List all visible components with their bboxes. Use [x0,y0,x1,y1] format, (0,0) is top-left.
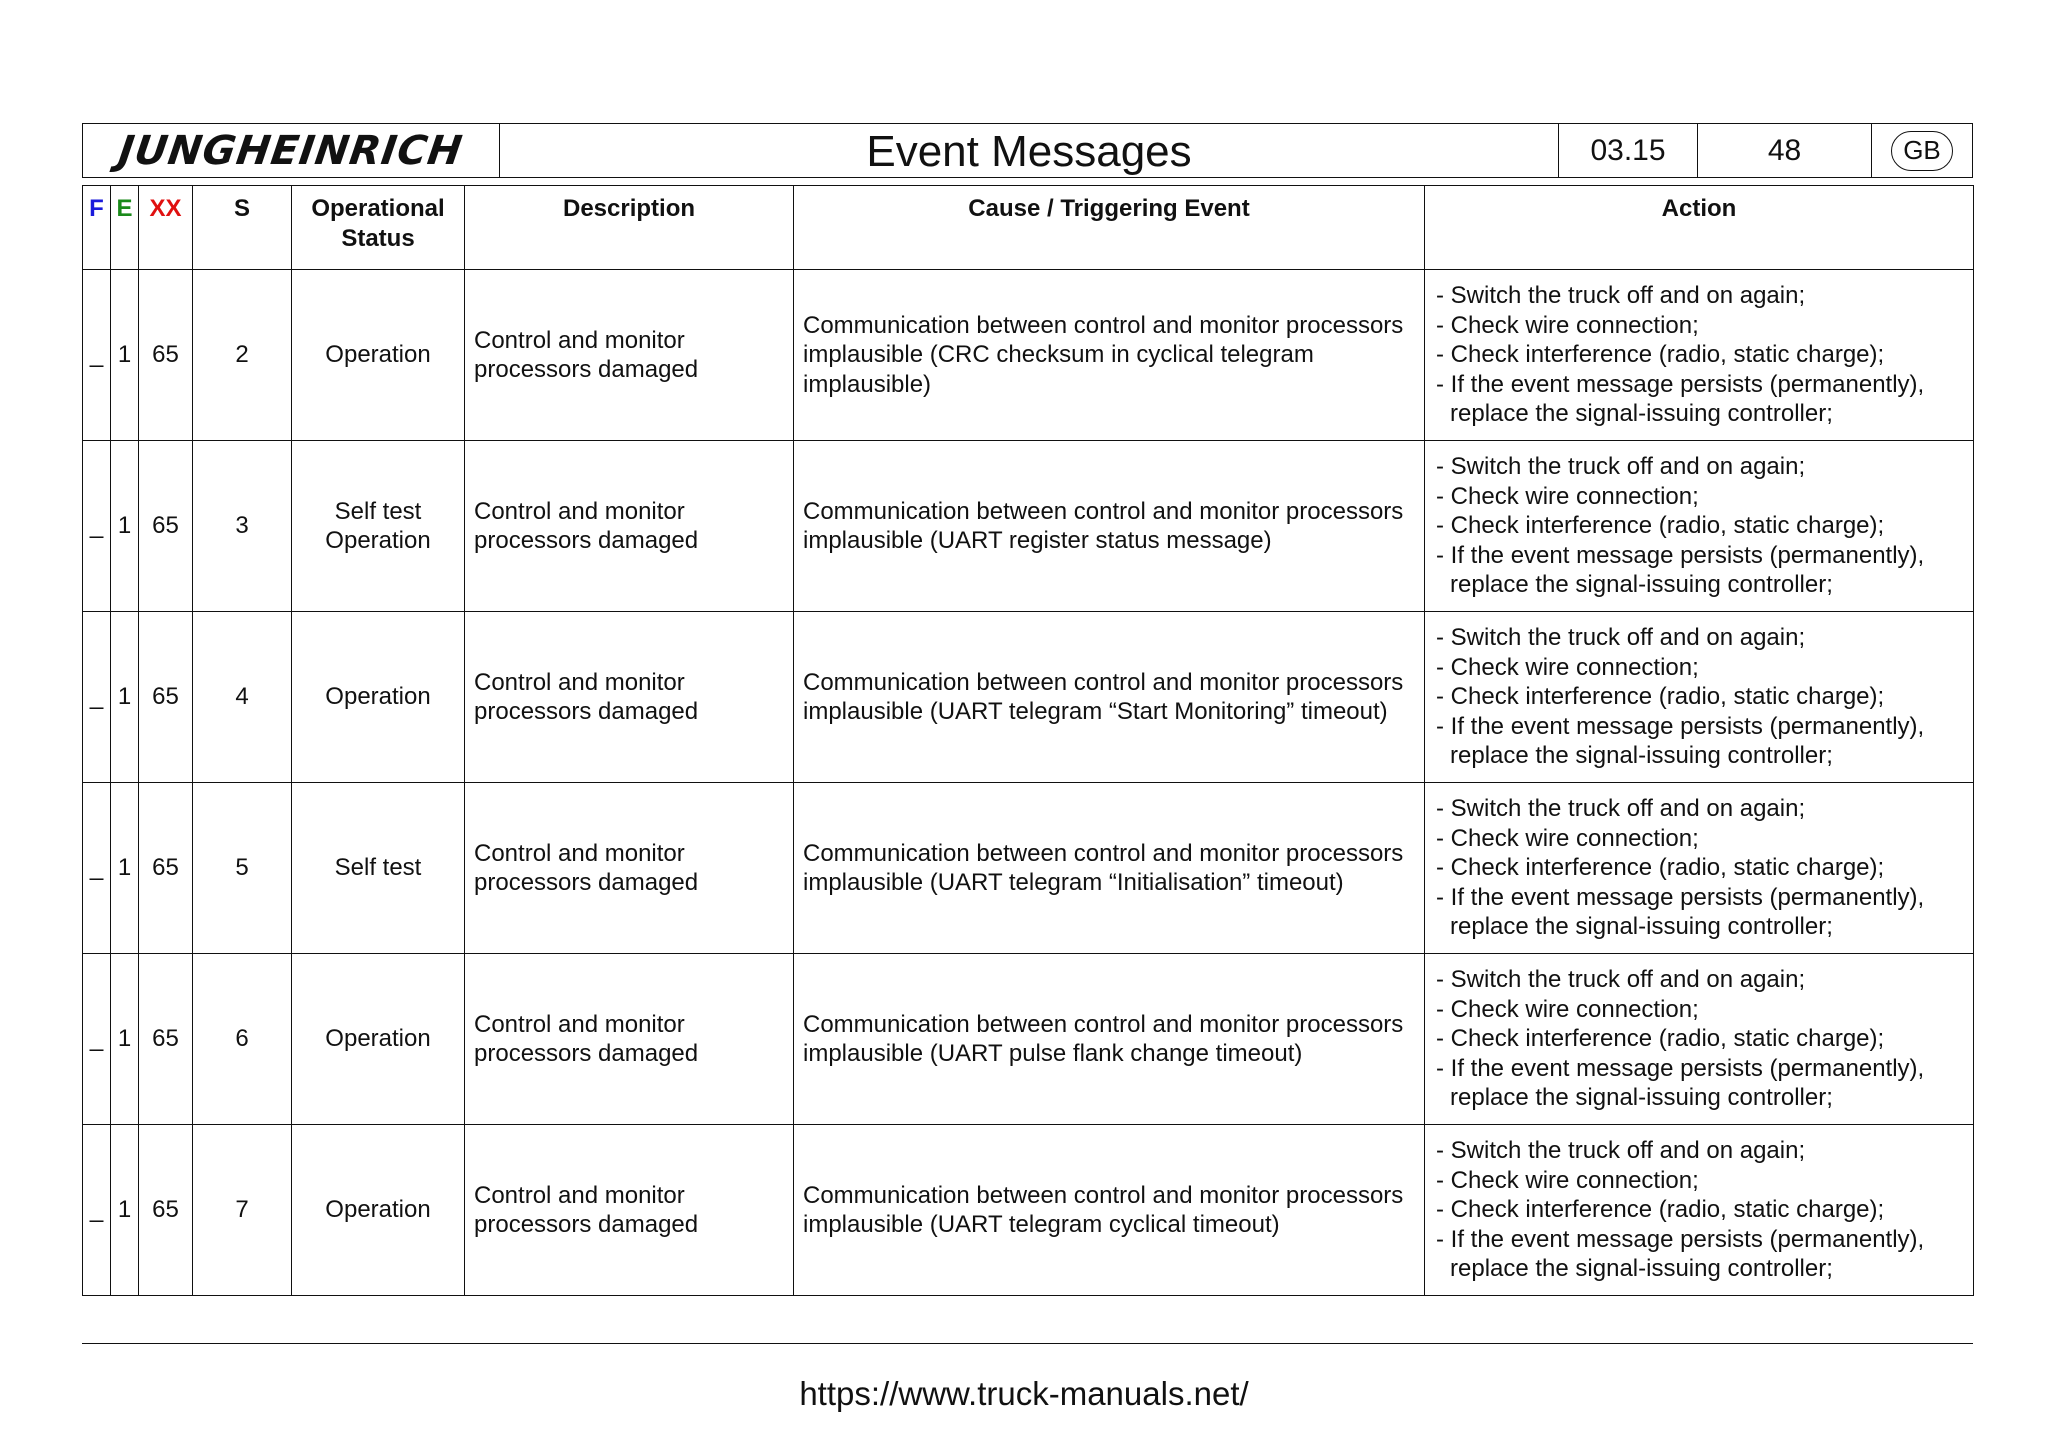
cell-xx: 65 [139,1125,193,1296]
action-line: - If the event message persists (permanently), replace the signal-issuing controller; [1436,712,1925,770]
footer-divider [82,1343,1973,1344]
cause-line: implausible (UART telegram cyclical timeout) [803,1211,1280,1238]
page-number: 48 [1698,124,1872,177]
cause-line: Communication between control and monitor processors [803,668,1404,696]
status-line: Operation [325,683,431,711]
action-line: - Switch the truck off and on again; [1436,453,1806,481]
description-line: Control and monitor [474,326,685,354]
description-line: processors damaged [474,356,699,383]
page-header [82,123,1973,178]
cell-description [465,1125,794,1296]
description-line: Control and monitor [474,668,685,696]
status-line: Self test [334,854,422,882]
cell-action [1425,783,1974,954]
status-line: Operation [325,1196,431,1224]
cause-line: Communication between control and monitor processors [803,839,1404,867]
cell-s: 2 [193,270,292,441]
cell-e: 1 [111,1125,139,1296]
cell-s: 6 [193,954,292,1125]
cell-f: _ [83,612,111,783]
column-header-action: Action [1425,186,1974,270]
cell-action [1425,441,1974,612]
action-line: - Switch the truck off and on again; [1436,795,1806,823]
table-row [83,783,1974,954]
action-line: - Switch the truck off and on again; [1436,1137,1806,1165]
page-title: Event Messages [500,124,1559,177]
cause-line: implausible) [803,370,932,398]
action-line: - Switch the truck off and on again; [1436,624,1806,652]
status-line: Operation [325,341,431,369]
footer-url: https://www.truck-manuals.net/ [799,1375,1249,1412]
cell-e: 1 [111,954,139,1125]
table-header-row [83,186,1974,270]
cell-f: _ [83,270,111,441]
action-line: - Check interference (radio, static charge); [1436,341,1885,369]
description-line: processors damaged [474,698,699,725]
cell-description [465,612,794,783]
cell-xx: 65 [139,441,193,612]
action-line: - Check wire connection; [1436,1166,1699,1194]
table-row [83,441,1974,612]
action-line: - Check interference (radio, static charge); [1436,512,1885,540]
action-line: - Switch the truck off and on again; [1436,282,1806,310]
cell-operational-status [292,441,465,612]
action-line: - Check interference (radio, static charge); [1436,1025,1885,1053]
cell-operational-status [292,783,465,954]
action-line: - Check interference (radio, static charge); [1436,854,1885,882]
cell-f: _ [83,441,111,612]
cell-e: 1 [111,270,139,441]
action-line: - Check wire connection; [1436,653,1699,681]
cell-description [465,441,794,612]
region-cell [1872,124,1972,177]
cell-operational-status [292,270,465,441]
cell-description [465,783,794,954]
cell-e: 1 [111,612,139,783]
cause-line: Communication between control and monitor processors [803,1010,1404,1038]
cell-cause [794,954,1425,1125]
cell-s: 3 [193,441,292,612]
description-line: processors damaged [474,1040,699,1067]
action-line: - If the event message persists (permanently), replace the signal-issuing controller; [1436,1054,1925,1112]
cell-cause [794,270,1425,441]
cause-line: Communication between control and monitor processors [803,497,1404,525]
action-line: - Check wire connection; [1436,995,1699,1023]
cause-line: implausible (UART telegram “Initialisation” timeout) [803,869,1344,896]
table-row [83,954,1974,1125]
column-header-f: F [83,186,111,270]
cell-f: _ [83,954,111,1125]
cause-line: implausible (UART pulse flank change timeout) [803,1040,1303,1067]
cell-s: 4 [193,612,292,783]
cell-description [465,270,794,441]
column-header-description: Description [465,186,794,270]
table-row [83,612,1974,783]
table-row [83,1125,1974,1296]
cell-cause [794,612,1425,783]
cell-s: 5 [193,783,292,954]
action-line: - If the event message persists (permanently), replace the signal-issuing controller; [1436,370,1925,428]
description-line: Control and monitor [474,1181,685,1209]
cause-line: Communication between control and monitor processors [803,311,1404,339]
table-row [83,270,1974,441]
cell-s: 7 [193,1125,292,1296]
action-line: - Switch the truck off and on again; [1436,966,1806,994]
region-badge: GB [1891,131,1953,171]
cell-action [1425,954,1974,1125]
cell-e: 1 [111,441,139,612]
description-line: Control and monitor [474,839,685,867]
description-line: Control and monitor [474,1010,685,1038]
description-line: processors damaged [474,527,699,554]
cell-f: _ [83,783,111,954]
description-line: processors damaged [474,1211,699,1238]
description-line: Control and monitor [474,497,685,525]
cell-action [1425,1125,1974,1296]
column-header-cause: Cause / Triggering Event [794,186,1425,270]
action-line: - Check interference (radio, static charge); [1436,683,1885,711]
status-line: Operation [325,527,431,554]
cell-operational-status [292,612,465,783]
action-line: - Check interference (radio, static charge); [1436,1196,1885,1224]
status-line: Operation [325,1025,431,1053]
description-line: processors damaged [474,869,699,896]
cell-operational-status [292,1125,465,1296]
cell-cause [794,441,1425,612]
table-body [83,270,1974,1296]
brand-logo: JUNGHEINRICH [116,127,466,174]
column-header-xx: XX [139,186,193,270]
column-header-s: S [193,186,292,270]
action-line: - Check wire connection; [1436,824,1699,852]
cell-action [1425,612,1974,783]
cell-f: _ [83,1125,111,1296]
cell-xx: 65 [139,954,193,1125]
cell-xx: 65 [139,783,193,954]
cell-cause [794,783,1425,954]
cell-xx: 65 [139,270,193,441]
cause-line: Communication between control and monitor processors [803,1181,1404,1209]
action-line: - Check wire connection; [1436,311,1699,339]
action-line: - If the event message persists (permanently), replace the signal-issuing controller; [1436,1225,1925,1283]
cell-e: 1 [111,783,139,954]
logo-cell [83,124,500,177]
action-line: - If the event message persists (permanently), replace the signal-issuing controller; [1436,541,1925,599]
cause-line: implausible (CRC checksum in cyclical telegram [803,341,1314,369]
cell-xx: 65 [139,612,193,783]
cell-description [465,954,794,1125]
action-line: - If the event message persists (permanently), replace the signal-issuing controller; [1436,883,1925,941]
status-line: Self test [334,497,422,525]
cause-line: implausible (UART register status message) [803,527,1272,554]
cell-cause [794,1125,1425,1296]
action-line: - Check wire connection; [1436,482,1699,510]
document-date: 03.15 [1559,124,1698,177]
event-messages-table [82,185,1974,1296]
cause-line: implausible (UART telegram “Start Monitoring” timeout) [803,698,1388,725]
column-header-e: E [111,186,139,270]
column-header-operational-status: Operational Status [292,186,465,270]
cell-action [1425,270,1974,441]
cell-operational-status [292,954,465,1125]
